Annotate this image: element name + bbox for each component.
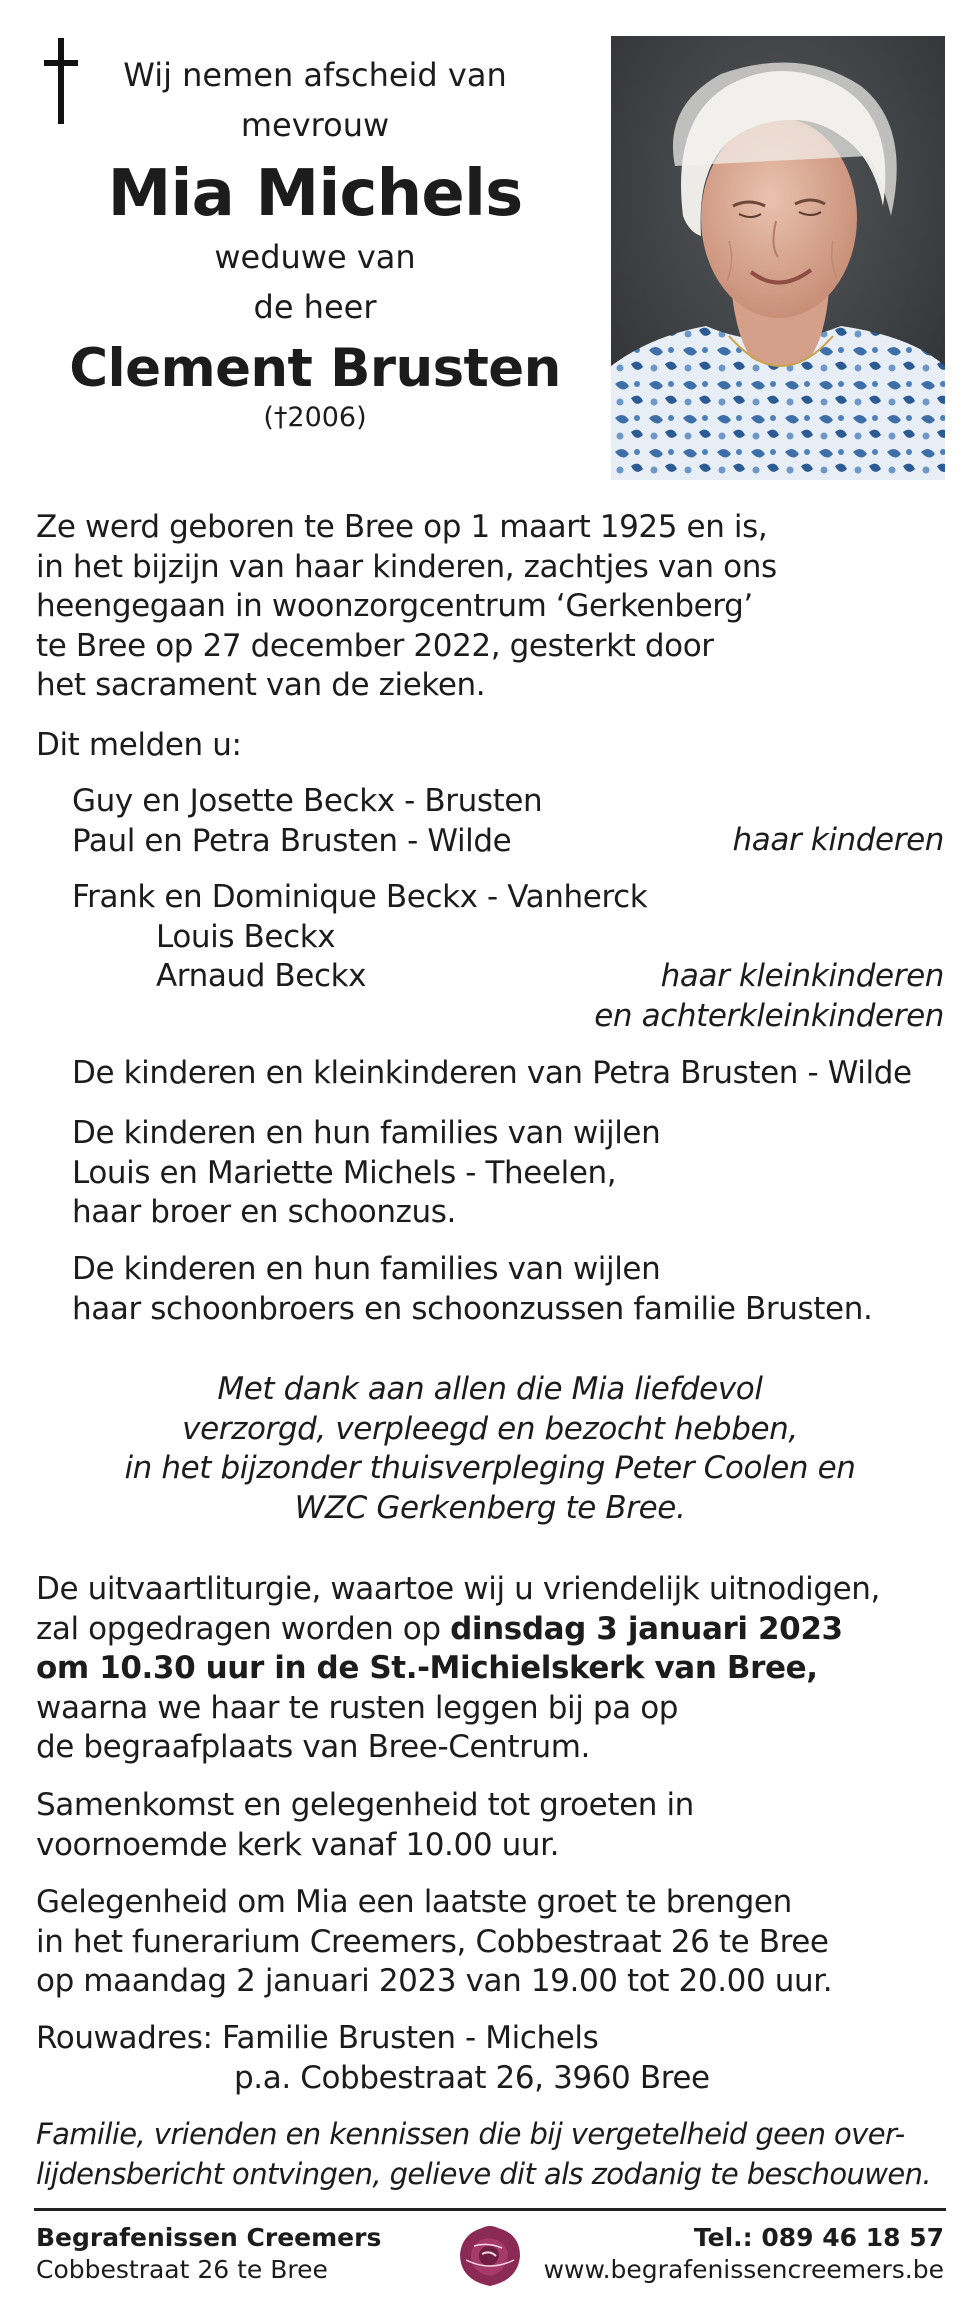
thanks-line: Met dank aan allen die Mia liefdevol (217, 1371, 763, 1407)
rose-logo-icon (452, 2220, 528, 2292)
funeral-line (36, 1610, 880, 1650)
bio-line: heengegaan in woonzorgcentrum ‘Gerkenberg’ (36, 588, 753, 624)
spouse-death: (†2006) (263, 402, 367, 433)
announce-line: Dit melden u: (36, 727, 242, 763)
visitation-line: Gelegenheid om Mia een laatste groet te brengen (36, 1884, 792, 1920)
children-label: haar kinderen (732, 822, 944, 858)
visitation-block (36, 1883, 832, 2002)
biography (36, 508, 777, 706)
grandchildren-label-line: en achterkleinkinderen (594, 997, 944, 1034)
portrait-photo (611, 36, 945, 480)
funeral-line: waarna we haar te rusten leggen bij pa op (36, 1689, 679, 1726)
funeral-text: zal opgedragen worden op (36, 1610, 451, 1647)
notice-line: lijdensbericht ontvingen, gelieve dit als zodanig te beschouwen. (36, 2156, 932, 2191)
family-member: Frank en Dominique Beckx - Vanherck (72, 879, 648, 915)
intro-line: Wij nemen afscheid van (123, 56, 507, 94)
grandchildren-label-line: haar kleinkinderen (660, 958, 944, 994)
petra-line: De kinderen en kleinkinderen van Petra Brusten - Wilde (72, 1055, 912, 1091)
bio-line: Ze werd geboren te Bree op 1 maart 1925 en is, (36, 509, 768, 545)
address-line: Rouwadres: Familie Brusten - Michels (36, 2020, 599, 2056)
family-line: haar broer en schoonzus. (72, 1194, 456, 1230)
brusten-family (72, 1250, 872, 1329)
widow-line: weduwe van (214, 238, 416, 276)
footer-right (544, 2222, 944, 2286)
footer-divider (34, 2208, 946, 2211)
widow-title: de heer (253, 288, 377, 326)
bio-line: het sacrament van de zieken. (36, 667, 486, 703)
family-line: Louis en Mariette Michels - Theelen, (72, 1154, 617, 1191)
notice-block (36, 2115, 931, 2194)
funeral-line: De uitvaartliturgie, waartoe wij u vriendelijk uitnodigen, (36, 1571, 881, 1607)
address-block (36, 2019, 710, 2098)
children-list (72, 782, 542, 861)
visitation-line: in het funerarium Creemers, Cobbestraat 26 te Bree (36, 1923, 829, 1960)
michels-family (72, 1114, 660, 1233)
funeral-date: dinsdag 3 januari 2023 (450, 1610, 843, 1647)
grandchildren-list (72, 878, 647, 997)
gathering-block (36, 1786, 694, 1865)
intro-title: mevrouw (240, 106, 390, 144)
bio-line: te Bree op 27 december 2022, gesterkt door (36, 627, 714, 664)
bio-line: in het bijzijn van haar kinderen, zachtjes van ons (36, 548, 777, 585)
company-phone: Tel.: 089 46 18 57 (693, 2223, 944, 2252)
grandchildren-label (594, 957, 944, 1036)
gathering-line: voornoemde kerk vanaf 10.00 uur. (36, 1826, 560, 1863)
thanks-line: WZC Gerkenberg te Bree. (294, 1489, 686, 1526)
family-member: Guy en Josette Beckx - Brusten (72, 783, 543, 819)
funeral-time-place: om 10.30 uur in de St.-Michielskerk van Bree, (36, 1650, 818, 1686)
visitation-line: op maandag 2 januari 2023 van 19.00 tot 20.00 uur. (36, 1963, 833, 1999)
family-line: De kinderen en hun families van wijlen (72, 1251, 661, 1287)
family-line: haar schoonbroers en schoonzussen familie Brusten. (72, 1290, 873, 1327)
spouse-name: Clement Brusten (69, 338, 561, 399)
family-line: De kinderen en hun families van wijlen (72, 1115, 661, 1151)
family-member: Louis Beckx (156, 918, 336, 955)
company-name: Begrafenissen Creemers (36, 2223, 382, 2252)
gathering-line: Samenkomst en gelegenheid tot groeten in (36, 1787, 694, 1823)
header (40, 50, 590, 436)
thanks-line: verzorgd, verpleegd en bezocht hebben, (182, 1410, 798, 1447)
family-member: Paul en Petra Brusten - Wilde (72, 822, 512, 859)
address-line: p.a. Cobbestraat 26, 3960 Bree (234, 2059, 710, 2096)
thanks-block (0, 1370, 980, 1528)
funeral-block (36, 1570, 880, 1768)
funeral-line: de begraafplaats van Bree-Centrum. (36, 1729, 590, 1765)
footer-left (36, 2222, 381, 2286)
company-website: www.begrafenissencreemers.be (543, 2255, 944, 2284)
notice-line: Familie, vrienden en kennissen die bij vergetelheid geen over- (36, 2117, 905, 2151)
family-member: Arnaud Beckx (156, 958, 367, 994)
company-street: Cobbestraat 26 te Bree (36, 2255, 328, 2284)
thanks-line: in het bijzonder thuisverpleging Peter Coolen en (124, 1450, 856, 1486)
deceased-name: Mia Michels (107, 157, 523, 231)
